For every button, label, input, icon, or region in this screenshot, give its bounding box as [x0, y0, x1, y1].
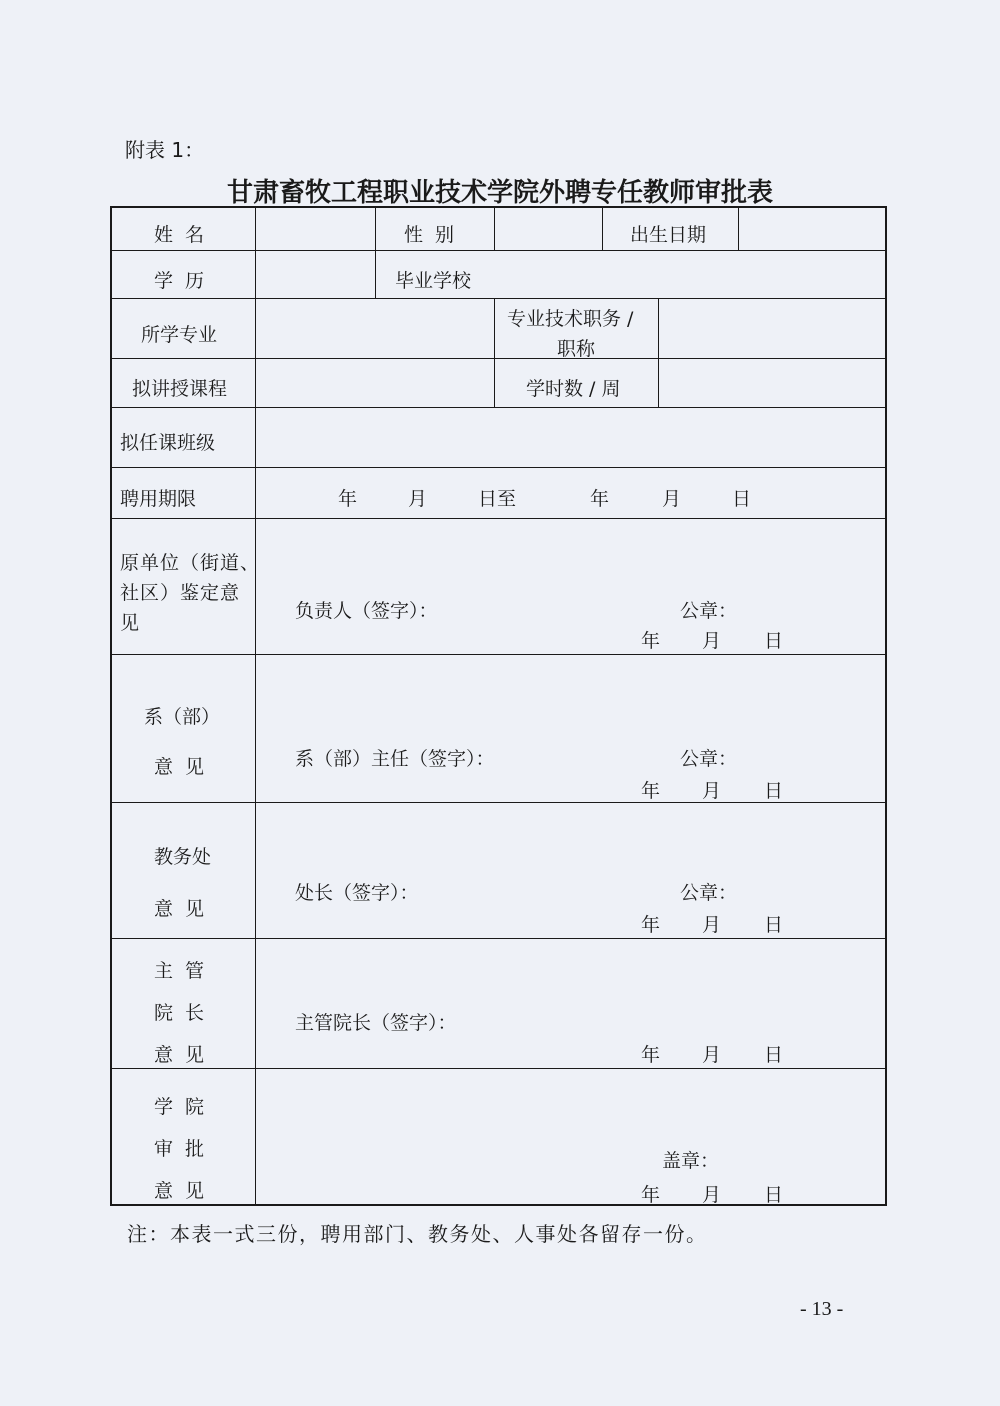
orig-unit-month: 月	[702, 630, 722, 652]
col-divider	[375, 208, 376, 298]
label-course: 拟讲授课程	[132, 378, 228, 400]
vp-day: 日	[764, 1044, 784, 1066]
orig-unit-day: 日	[764, 630, 784, 652]
row-divider	[112, 358, 887, 359]
period-year-start: 年	[338, 488, 358, 510]
class-field[interactable]	[263, 414, 880, 462]
period-month-end: 月	[662, 488, 682, 510]
education-field[interactable]	[263, 258, 368, 292]
period-month-start: 月	[408, 488, 428, 510]
row-divider	[112, 250, 887, 251]
label-orig-unit-line1: 原单位（街道、	[120, 552, 261, 574]
label-gender: 性别	[404, 224, 467, 246]
col-divider	[602, 208, 603, 250]
label-vp-line1: 主管	[154, 960, 217, 982]
approval-form-table	[110, 206, 887, 1206]
label-college-line2: 审批	[154, 1138, 217, 1160]
college-day: 日	[764, 1184, 784, 1206]
col-divider	[494, 208, 495, 250]
label-vp-line3: 意见	[154, 1044, 217, 1066]
department-day: 日	[764, 780, 784, 802]
label-major: 所学专业	[141, 324, 218, 346]
page-number: - 13 -	[800, 1298, 844, 1320]
name-field[interactable]	[263, 214, 368, 246]
label-title-line2: 职称	[557, 338, 596, 360]
period-day-end: 日	[732, 488, 752, 510]
label-vp-line2: 院长	[154, 1002, 217, 1024]
course-field[interactable]	[263, 364, 488, 402]
col-divider	[255, 208, 256, 1206]
major-field[interactable]	[263, 306, 488, 352]
vp-month: 月	[702, 1044, 722, 1066]
label-college-line3: 意见	[154, 1180, 217, 1202]
label-academic-line1: 教务处	[154, 846, 212, 868]
academic-seal: 公章：	[680, 882, 738, 904]
label-period: 聘用期限	[120, 488, 197, 510]
orig-unit-year: 年	[641, 630, 661, 652]
department-year: 年	[641, 780, 661, 802]
label-orig-unit-line2: 社区）鉴定意	[120, 582, 241, 604]
department-month: 月	[702, 780, 722, 802]
label-class: 拟任课班级	[120, 432, 216, 454]
orig-unit-seal: 公章：	[680, 600, 738, 622]
col-divider	[494, 298, 495, 407]
attachment-label: 附表 1：	[125, 138, 205, 162]
vp-year: 年	[641, 1044, 661, 1066]
label-education: 学历	[154, 270, 217, 292]
row-divider	[112, 654, 887, 655]
birth-date-field[interactable]	[746, 214, 880, 246]
department-signer: 系（部）主任（签字）：	[295, 748, 495, 770]
label-department-line1: 系（部）	[144, 706, 221, 728]
footer-note: 注：本表一式三份，聘用部门、教务处、人事处各留存一份。	[127, 1222, 708, 1246]
academic-year: 年	[641, 914, 661, 936]
form-title: 甘肃畜牧工程职业技术学院外聘专任教师审批表	[226, 178, 773, 208]
college-year: 年	[641, 1184, 661, 1206]
label-graduate-school: 毕业学校	[395, 270, 472, 292]
graduate-school-field[interactable]	[502, 258, 880, 292]
academic-day: 日	[764, 914, 784, 936]
label-orig-unit-line3: 见	[120, 612, 140, 634]
row-divider	[112, 1068, 887, 1069]
gender-field[interactable]	[502, 214, 596, 246]
period-year-end: 年	[590, 488, 610, 510]
row-divider	[112, 938, 887, 939]
department-seal: 公章：	[680, 748, 738, 770]
title-field[interactable]	[666, 306, 880, 352]
college-month: 月	[702, 1184, 722, 1206]
label-hours: 学时数 / 周	[526, 378, 621, 400]
row-divider	[112, 407, 887, 408]
vp-signer: 主管院长（签字）：	[295, 1012, 457, 1034]
academic-month: 月	[702, 914, 722, 936]
row-divider	[112, 298, 887, 299]
label-college-line1: 学院	[154, 1096, 217, 1118]
academic-signer: 处长（签字）：	[295, 882, 419, 904]
label-department-line2: 意见	[154, 756, 217, 778]
orig-unit-signer: 负责人（签字）：	[295, 600, 438, 622]
label-academic-line2: 意见	[154, 898, 217, 920]
col-divider	[658, 298, 659, 407]
hours-field[interactable]	[666, 364, 880, 402]
row-divider	[112, 467, 887, 468]
col-divider	[738, 208, 739, 250]
label-birth-date: 出生日期	[630, 224, 707, 246]
period-day-to: 日至	[478, 488, 517, 510]
label-name: 姓名	[154, 224, 217, 246]
label-title-line1: 专业技术职务 /	[507, 308, 634, 330]
row-divider	[112, 518, 887, 519]
college-seal: 盖章：	[662, 1150, 720, 1172]
